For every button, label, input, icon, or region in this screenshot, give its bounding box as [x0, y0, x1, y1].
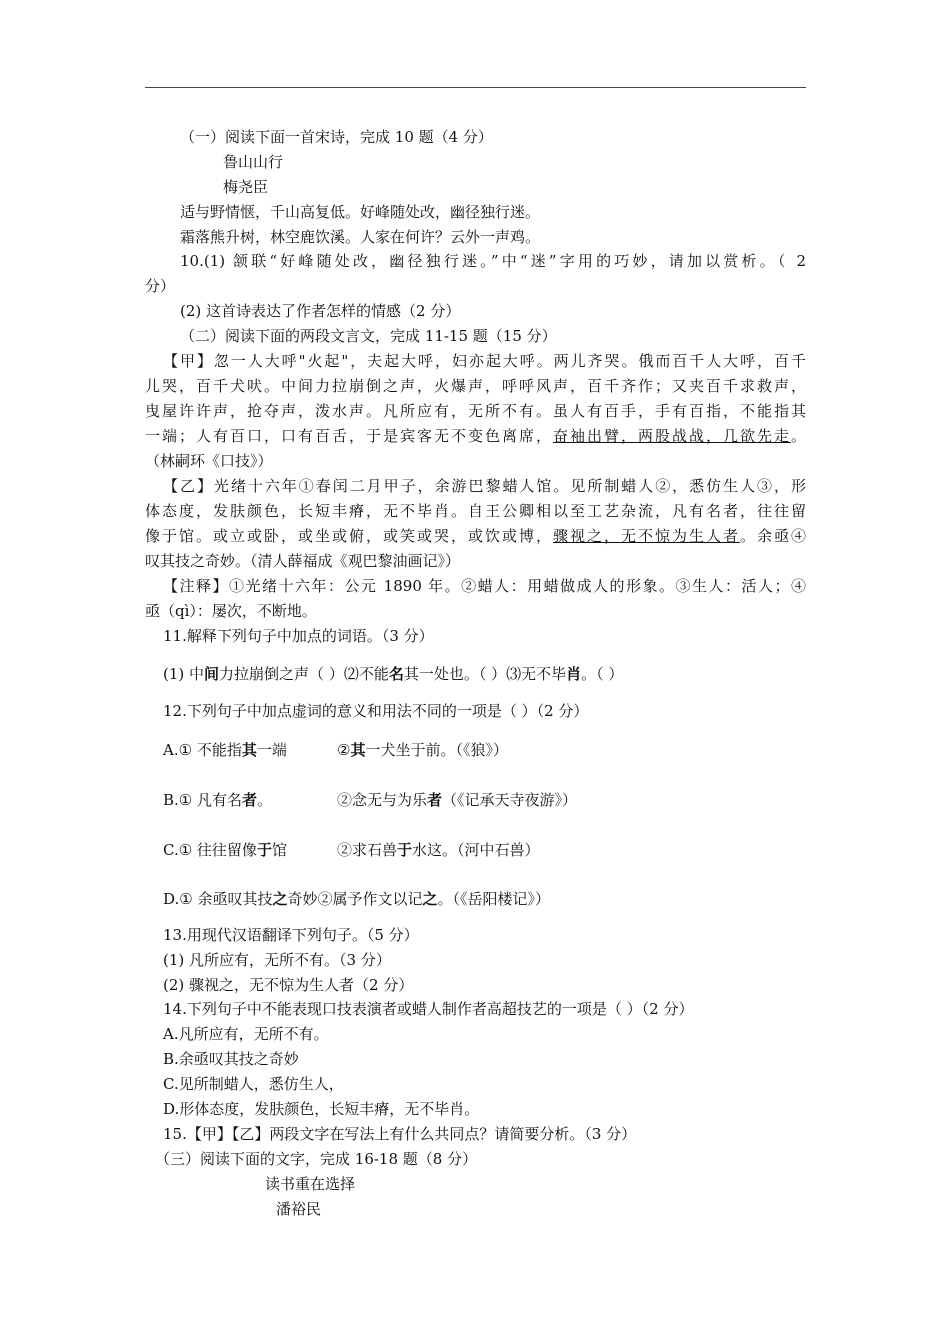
- q14-option-d: D.形体态度，发肤颜色，长短丰瘠，无不毕肖。: [163, 1100, 480, 1118]
- section-2-title: （二）阅读下面的两段文言文，完成 11-15 题（15 分）: [180, 327, 557, 345]
- essay-author: 潘裕民: [276, 1200, 322, 1218]
- q13-part1: (1) 凡所应有，无所不有。（3 分）: [163, 951, 391, 969]
- q10-part1: 10.(1) 颔联“好峰随处改，幽径独行迷。”中“迷”字用的巧妙，请加以赏析。（ 2: [180, 252, 806, 270]
- q13-title: 13.用现代汉语翻译下列句子。（5 分）: [163, 926, 419, 944]
- header-rule: [145, 87, 806, 88]
- q10-part1-cont: 分）: [145, 277, 176, 295]
- q12-option-c: C.① 往往留像于馆: [163, 841, 287, 859]
- jia-source: （林嗣环《口技》）: [145, 452, 273, 470]
- essay-title: 读书重在选择: [265, 1175, 356, 1193]
- dotted-word: 名: [388, 665, 404, 683]
- note-line-2: 亟（qì）：屡次，不断地。: [145, 602, 317, 620]
- poem-line-1: 适与野情惬，千山高复低。好峰随处改，幽径独行迷。: [180, 203, 541, 221]
- yi-line-1: 【乙】光绪十六年①春闰二月甲子，余游巴黎蜡人馆。见所制蜡人②，悉仿生人③，形: [163, 477, 806, 495]
- jia-underlined-sentence: 奋袖出臂，两股战战，几欲先走: [552, 427, 791, 445]
- q14-title: 14.下列句子中不能表现口技表演者或蜡人制作者高超技艺的一项是（ ）（2 分）: [163, 1000, 694, 1018]
- q11-title: 11.解释下列句子中加点的词语。（3 分）: [163, 627, 434, 645]
- q11-items: (1) 中间力拉崩倒之声（ ）⑵不能名其一处也。（ ）⑶无不毕肖。（ ）: [163, 665, 624, 683]
- section-1-title: （一）阅读下面一首宋诗，完成 10 题（4 分）: [180, 128, 493, 146]
- q12-title: 12.下列句子中加点虚词的意义和用法不同的一项是（ ）（2 分）: [163, 702, 589, 720]
- q13-part2: (2) 骤视之，无不惊为生人者（2 分）: [163, 976, 414, 994]
- jia-line-4: 一端；人有百口，口有百舌，于是宾客无不变色离席，奋袖出臂，两股战战，几欲先走。: [145, 427, 806, 445]
- yi-line-3: 像于馆。或立或卧，或坐或俯，或笑或哭，或饮或博，骤视之，无不惊为生人者。余亟④: [145, 527, 806, 545]
- q12-option-a-2: ②其一犬坐于前。（《狼》）: [337, 741, 508, 759]
- jia-line-2: 儿哭，百千犬吠。中间力拉崩倒之声，火爆声，呼呼风声，百千齐作；又夹百千求救声，: [145, 377, 806, 395]
- yi-underlined-sentence: 骤视之，无不惊为生人者: [552, 527, 740, 545]
- poem-author: 梅尧臣: [223, 178, 269, 196]
- jia-line-3: 曳屋许许声，抢夺声，泼水声。凡所应有，无所不有。虽人有百手，手有百指，不能指其: [145, 402, 806, 420]
- q12-option-a: A.① 不能指其一端: [163, 741, 287, 759]
- yi-line-4: 叹其技之奇妙。（清人薛福成《观巴黎油画记》）: [145, 552, 461, 570]
- q12-option-b-2: ②念无与为乐者（《记承天寺夜游》）: [337, 791, 578, 809]
- q12-option-c-2: ②求石兽于水这。（河中石兽）: [337, 841, 540, 859]
- q15-title: 15.【甲】【乙】两段文字在写法上有什么共同点？请简要分析。（3 分）: [163, 1125, 637, 1143]
- dotted-word: 肖: [566, 665, 582, 683]
- q14-option-b: B.余亟叹其技之奇妙: [163, 1050, 299, 1068]
- note-line-1: 【注释】①光绪十六年：公元 1890 年。②蜡人：用蜡做成人的形象。③生人：活人；④: [163, 577, 806, 595]
- q14-option-a: A.凡所应有，无所不有。: [163, 1025, 329, 1043]
- q14-option-c: C.见所制蜡人，悉仿生人，: [163, 1075, 344, 1093]
- q12-option-d: D.① 余亟叹其技之奇妙②属予作文以记之。（《岳阳楼记》）: [163, 890, 551, 908]
- poem-line-2: 霜落熊升树，林空鹿饮溪。人家在何许？云外一声鸡。: [180, 228, 541, 246]
- jia-line-1: 【甲】忽一人大呼"火起"，夫起大呼，妇亦起大呼。两儿齐哭。俄而百千人大呼，百千: [163, 352, 806, 370]
- q12-option-b: B.① 凡有名者。: [163, 791, 273, 809]
- section-3-title: （三）阅读下面的文字，完成 16-18 题（8 分）: [155, 1150, 478, 1168]
- q10-part2: (2) 这首诗表达了作者怎样的情感（2 分）: [180, 302, 461, 320]
- poem-title: 鲁山山行: [223, 153, 284, 171]
- yi-line-2: 体态度，发肤颜色，长短丰瘠，无不毕肖。自王公卿相以至工艺杂流，凡有名者，往往留: [145, 502, 806, 520]
- dotted-word: 间: [204, 665, 220, 683]
